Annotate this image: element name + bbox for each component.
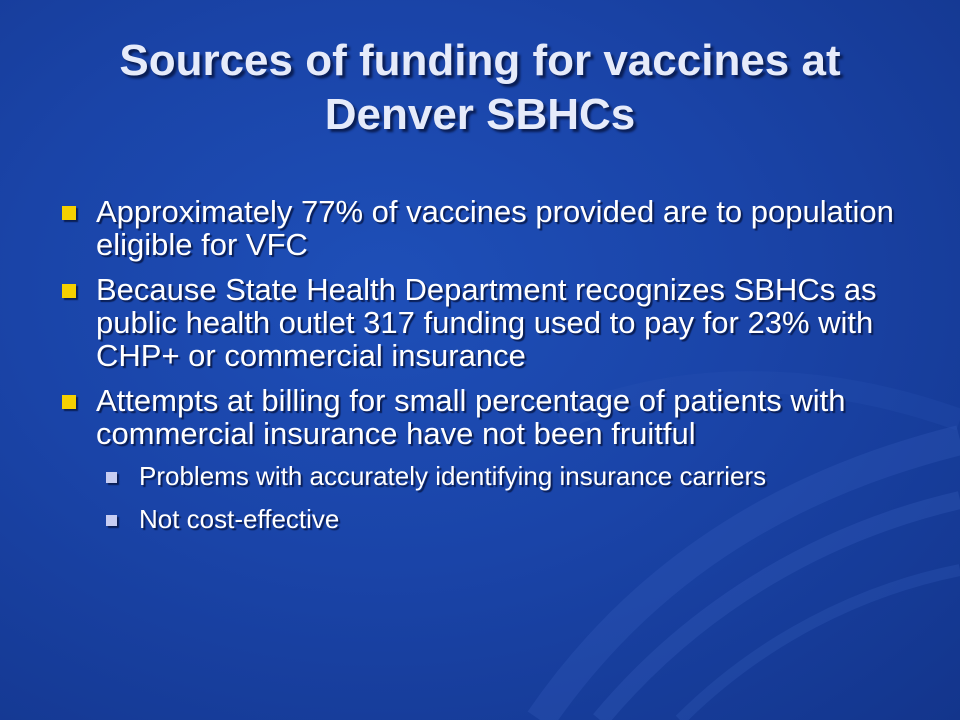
square-bullet-icon — [62, 206, 76, 220]
bullet-text: Because State Health Department recognizes SBHCs as public health outlet 317 funding used to pay for 23% with CHP+ or commercial insurance — [96, 272, 877, 373]
bullet-text: Approximately 77% of vaccines provided are to population eligible for VFC — [96, 194, 894, 262]
square-bullet-icon — [62, 284, 76, 298]
bullet-text: Attempts at billing for small percentage of patients with commercial insurance have not been fruitful — [96, 383, 846, 451]
square-sub-bullet-icon — [106, 472, 117, 483]
bullet-item-billing-attempts — [62, 384, 912, 534]
square-sub-bullet-icon — [106, 515, 117, 526]
square-bullet-icon — [62, 395, 76, 409]
slide-title: Sources of funding for vaccines at Denver SBHCs — [119, 36, 841, 139]
sub-bullet-text: Problems with accurately identifying insurance carriers — [139, 461, 767, 491]
sub-bullet-list — [94, 462, 912, 534]
sub-bullet-text: Not cost-effective — [139, 504, 340, 534]
bullet-item-vfc-eligible — [62, 195, 912, 261]
sub-bullet-item-insurance-carriers — [94, 462, 912, 491]
sub-bullet-item-cost-effective — [94, 505, 912, 534]
bullet-item-317-funding — [62, 273, 912, 372]
bullet-list — [62, 195, 912, 548]
